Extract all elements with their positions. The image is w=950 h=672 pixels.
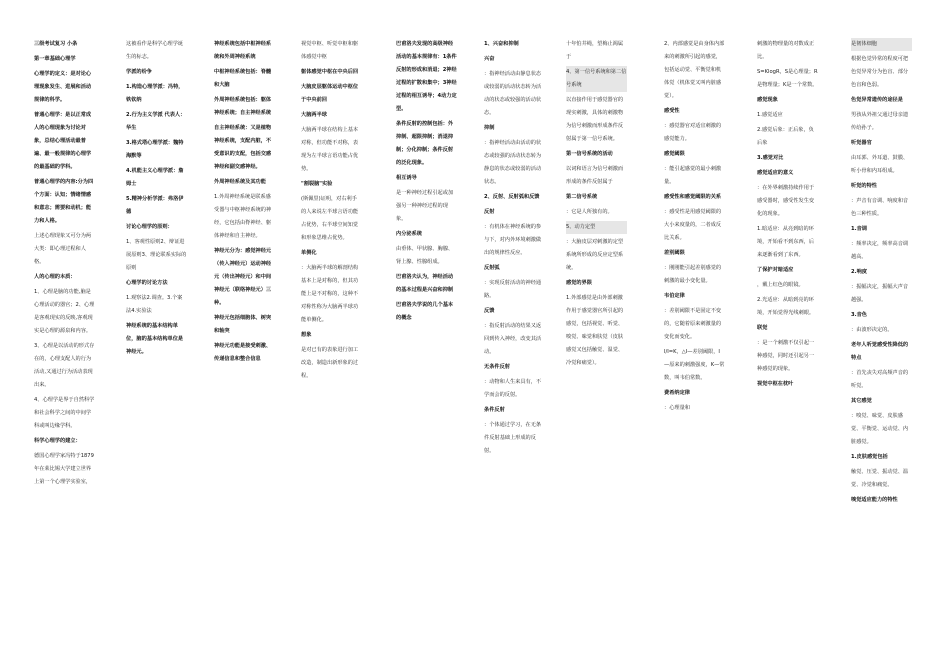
heading-text: 视觉中枢在枕叶	[757, 381, 794, 387]
body-text: ：心理量和	[664, 405, 690, 411]
heading-text: 条件反射的控制包括：外抑制、超限抑制；消退抑制；分化抑制；条件反射的泛化现象。	[396, 121, 454, 166]
body-text: 刺激的物理量的对数成正比。	[757, 41, 815, 60]
text-column-4	[301, 38, 362, 385]
heading-text: 1、兴奋和抑制	[484, 41, 519, 47]
body-text: 是韧体细胞	[851, 38, 912, 51]
heading-text: 巴甫洛夫发现的高级神经活动的基本规律有：1条件反射的形成和消退；2神经过程的扩散和集中；3神经过程的相互诱导；4动力定型。	[396, 41, 457, 112]
body-text: ：指反射活动的结果又返回到传入神经，改变其活动。	[484, 323, 542, 355]
heading-text: 无条件反射	[484, 364, 510, 370]
heading-text: 联觉	[757, 325, 768, 331]
heading-text: 神经元包括细胞体、树突和轴突	[214, 315, 272, 334]
heading-text: 2.响度	[851, 269, 867, 275]
body-text: 4、心理学是界于自然科学和社会科学之间的中间学科或叫边缘学科。	[34, 397, 95, 429]
heading-text: 4.机能主义心理学派：詹姆士	[126, 168, 184, 187]
body-text: ：能引起感觉的最小刺激量。	[664, 166, 722, 185]
heading-text: 3.格式塔心理学派：魏特海默等	[126, 140, 184, 159]
body-text: I/I=K，△I—差别阈限，I—原来的刺激强度，K—常数，叫韦伯常数。	[664, 349, 725, 381]
heading-text: 外周神经系统包括：躯体神经系统；自主神经系统	[214, 97, 272, 116]
body-text: 1、客观性原则2、辩证进展原则3、理论联系实际的原则	[126, 239, 187, 271]
heading-text: 条件反射	[484, 407, 505, 413]
body-text: ：指神经活动由活动的状态或较强的活动状态转为静息的状态或较弱的活动状态。	[484, 140, 542, 185]
heading-text: 巴甫洛夫认为，神经活动的基本过程是兴奋和抑制	[396, 274, 454, 293]
body-text: ：在外界刺激持续作用于感受器时，感受性发生变化的现象。	[757, 185, 815, 217]
body-text: ：动物和人生来具有，不学而会的反射。	[484, 379, 542, 398]
heading-text: 1.音调	[851, 226, 867, 232]
body-text: 1.观察法2.调查。3.个案法4.实验法	[126, 295, 183, 314]
body-text: 1.外部感觉是由外部刺激作用于感觉器官所引起的感觉，包括视觉、听觉、嗅觉、味觉和肤觉（皮肤感觉又包括触觉、温觉、冷觉和痛觉）。	[566, 295, 624, 366]
heading-text: 第一章基础心理学	[34, 56, 76, 62]
heading-text: 躯体感觉中枢在中央后回	[301, 69, 359, 75]
heading-text: 心理学的讨论方法	[126, 280, 168, 286]
heading-text: 普通心理学：是以正常成人的心理现象为讨论对象，总结心理活动最普遍、最一般规律的心理学的最基础的学科。	[34, 112, 92, 170]
heading-text: 科学心理学的建立：	[34, 438, 81, 444]
text-column-3	[214, 38, 275, 368]
heading-text: 中枢神经系统包括：脊髓和大脑	[214, 69, 272, 88]
heading-text: 第一信号系统的活动	[566, 151, 613, 157]
heading-text: 5.精神分析学派：弗洛伊德	[126, 196, 184, 215]
heading-text: 学派的纷争	[126, 69, 152, 75]
heading-text: 反射弧	[484, 265, 500, 271]
heading-text: 了保护对暗适应	[757, 267, 794, 273]
heading-text: 感受性和感觉阈限的关系	[664, 194, 722, 200]
heading-text: 其它感觉	[851, 398, 872, 404]
heading-text: 老年人听觉感受性降低的特点	[851, 342, 909, 361]
text-column-9	[757, 38, 818, 393]
heading-text: 感觉的界限	[566, 280, 592, 286]
body-text: ：声音有音调、响度和音色三种性质。	[851, 198, 909, 217]
heading-text: 自主神经系统：又是植物神经系统，支配内脏，不受意识的支配，包括交感神经和副交感神经。	[214, 125, 272, 170]
heading-text: 费希纳定律	[664, 390, 690, 396]
heading-text: 反馈	[484, 308, 495, 314]
body-text: ：首先丧失对高频声音的听觉。	[851, 370, 909, 389]
body-text: 2.感觉后象：正后象，负后象	[757, 127, 814, 146]
text-column-2	[126, 38, 187, 361]
body-text: 2.光适应：从暗到亮的环境，开始觉得光线刺眼。	[757, 297, 815, 316]
body-text: 3、心理是以活动的形式存在的，心理支配人的行为活动,又通过行为活动表现出来。	[34, 343, 95, 388]
text-column-7	[566, 38, 627, 372]
heading-text: 兴奋	[484, 56, 495, 62]
body-text: ：指神经活动由静息状态或较弱的活动状态转为活动的状态或较强的活动状态。	[484, 71, 542, 116]
heading-text: 单侧化	[301, 250, 317, 256]
heading-text: 2、反射、反射弧和反馈	[484, 194, 540, 200]
body-text: 视觉中枢、听觉中枢和躯体感觉中枢	[301, 41, 359, 60]
body-text: ：差别阈限不是固定不变的，它随着原来刺激量的变化而变化。	[664, 308, 722, 340]
heading-text: 差别阈限	[664, 250, 685, 256]
text-column-5	[396, 38, 457, 327]
heading-text: 1.构造心理学派：冯特，铁钦纳	[126, 84, 184, 103]
heading-text: 外周神经系统及其功能	[214, 179, 266, 185]
body-text: ：有机体在神经系统的参与下，对内外环境刺激做出的规律性反应。	[484, 224, 542, 256]
heading-text: 听觉器官	[851, 140, 872, 146]
heading-text: 想象	[301, 332, 312, 338]
text-column-6	[484, 38, 545, 460]
body-text: ：大脑两半球的解剖结构基本上是对称的，但其功能上是不对称的，这种不对称性称为大脑两半球功能单侧化。	[301, 265, 359, 323]
heading-text: 神经系统的基本结构单位，脑的基本结构单位是神经元。	[126, 323, 184, 355]
heading-text: 嗅觉适应能力的特性	[851, 497, 898, 503]
body-text: ：实现反射活动的神经通路。	[484, 280, 542, 299]
body-text: 5、动力定型	[566, 221, 627, 234]
heading-text: 第二信号系统	[566, 194, 598, 200]
body-text: 由耳郭、外耳道、鼓膜、听小骨和内耳组成。	[851, 155, 909, 174]
body-text: ：嗅觉、味觉、皮肤感觉、平衡觉、运动觉、内脏感觉。	[851, 413, 909, 445]
body-text: 男孩从外祖父通过母亲遗传给孙子。	[851, 112, 909, 131]
body-text: ：它是人所独有的。	[566, 209, 613, 215]
body-text: 十年怕井绳，望梅止渴属于	[566, 41, 624, 60]
body-text: ：振幅决定，振幅大声音越强。	[851, 284, 909, 303]
heading-text: 巴甫洛夫学说的几个基本的概念	[396, 302, 454, 321]
body-text: ：感觉器官对适宜刺激的感觉能力。	[664, 123, 722, 142]
body-text: ：大脑皮层对刺激的定型系统所形成的反应定型系统。	[566, 239, 624, 271]
heading-text: 神经元功能是接受刺激、传递信息和整合信息	[214, 343, 272, 362]
body-text: ：感受性是用感觉阈限的大小来度量的，二者成反比关系。	[664, 209, 722, 241]
body-text: 以词和语言为信号刺激而形成的条件反射属于	[566, 166, 624, 185]
heading-text: 2.行为主义学派 代表人：华生	[126, 112, 186, 131]
body-text: 是对已有的表象进行加工改造，制造出新形象的过程。	[301, 347, 359, 379]
heading-text: 听觉的特性	[851, 183, 877, 189]
body-text: 大脑两半球在结构上基本对称，但功能不对称，表现为左半球言语功能占优势。	[301, 127, 359, 172]
body-text: 上述心理现象又可分为两大类：即心理过程和人格。	[34, 233, 92, 265]
heading-text: 反射	[484, 209, 495, 215]
heading-text: 感觉现象	[757, 97, 778, 103]
heading-text: 韦伯定律	[664, 293, 685, 299]
heading-text: 抑制	[484, 125, 495, 131]
heading-text: 内分泌系统	[396, 231, 422, 237]
body-text: 1.外周神经系统是联系感受器与中枢神经系统的神经，它包括由脊神经、躯体神经和自主神经。	[214, 194, 272, 239]
heading-text: 感受性	[664, 108, 680, 114]
text-column-10	[851, 38, 912, 509]
body-text: 2、内部感觉是由身体内部来的刺激所引起的感觉，包括运动觉、平衡觉和机体觉（机体觉又叫内脏感觉）。	[664, 41, 725, 99]
heading-text: 人的心理的本质：	[34, 274, 76, 280]
body-text: 以直接作用于感觉器官的现实刺激，具体的刺激物为信号刺激而形成条件反射属于第一信号系统。	[566, 97, 624, 142]
body-text: ：个体通过学习，在无条件反射基础上形成的反射。	[484, 422, 542, 454]
body-text: 是一种神经过程引起或加强另一种神经过程的现象。	[396, 190, 454, 222]
body-text: 1、心理是脑的功能,脑是心理活动的器官；2、心理是客观现实的反映,客观现实是心理的源泉和内容。	[34, 289, 95, 334]
text-column-1	[34, 38, 95, 491]
body-text: ：由波形决定的。	[851, 327, 893, 333]
heading-text: "割裂脑"实验	[301, 181, 333, 187]
body-text: ：刚刚能引起差别感觉的刺激的最小变化量。	[664, 265, 722, 284]
heading-text: 1.皮肤感觉包括	[851, 454, 888, 460]
heading-text: 讨论心理学的原则：	[126, 224, 173, 230]
heading-text: 3.感觉对比	[757, 155, 784, 161]
heading-text: 心理学的定义：是对论心理现象发生、进展和活动规律的科学。	[34, 71, 92, 103]
body-text: (斯佩里)证明，对右利手的人来说左半球言语功能占优势，右半球空间知觉和形象思维占优势。	[301, 196, 359, 241]
heading-text: 感觉阈限	[664, 151, 685, 157]
heading-text: 神经元分为：感觉神经元（传入神经元）运动神经元（传出神经元）和中间神经元（联络神经元）三种。	[214, 248, 272, 306]
heading-text: 3.音色	[851, 312, 867, 318]
body-text: S=KlogR，S是心理量；R是物理量；K是一个常数。	[757, 69, 818, 88]
heading-text: 普通心理学的内容:分为四个方面：认知；情绪情感和意志；需要和动机；能力和人格。	[34, 179, 94, 224]
heading-text: 神经系统包括中枢神经系统和外周神经系统	[214, 41, 272, 60]
heading-text: 大脑两半球	[301, 112, 327, 118]
body-text: 4、第一信号系统和第二信号系统	[566, 66, 627, 92]
heading-text: 大脑皮层躯体运动中枢位于中央前回	[301, 84, 359, 103]
body-text: 根据色觉异常的程度可把色觉异常分为色盲、部分色盲和色弱。	[851, 56, 909, 88]
text-column-8	[664, 38, 725, 417]
heading-text: 色觉异常遗传的途径是	[851, 97, 903, 103]
heading-text: 三级考试复习 小条	[34, 41, 78, 47]
body-text: 触觉、压觉、振动觉、温觉、冷觉和痛觉。	[851, 469, 909, 488]
body-text: 德国心理学家冯特于1879年在莱比锡大学建立世界上第一个心理学实验室，	[34, 453, 94, 485]
body-text: 这被看作是科学心理学诞生的标志。	[126, 41, 184, 60]
body-text: ：频率决定，频率高音调越高。	[851, 241, 909, 260]
body-text: 1.感觉适应	[757, 112, 783, 118]
heading-text: 相互诱导	[396, 175, 417, 181]
heading-text: 感觉适应的意义	[757, 170, 794, 176]
body-text: 1.暗适应：从亮到暗的环境，开始看不到东西，后来逐渐看到了东西。	[757, 226, 815, 258]
body-text: ，戴上红色的眼镜。	[757, 282, 804, 288]
body-text: ：是一个刺激不仅引起一种感觉，同时还引起另一种感觉的现象。	[757, 340, 815, 372]
body-text: 由垂体、甲状腺、胸腺、肾上腺、性腺组成。	[396, 246, 454, 265]
